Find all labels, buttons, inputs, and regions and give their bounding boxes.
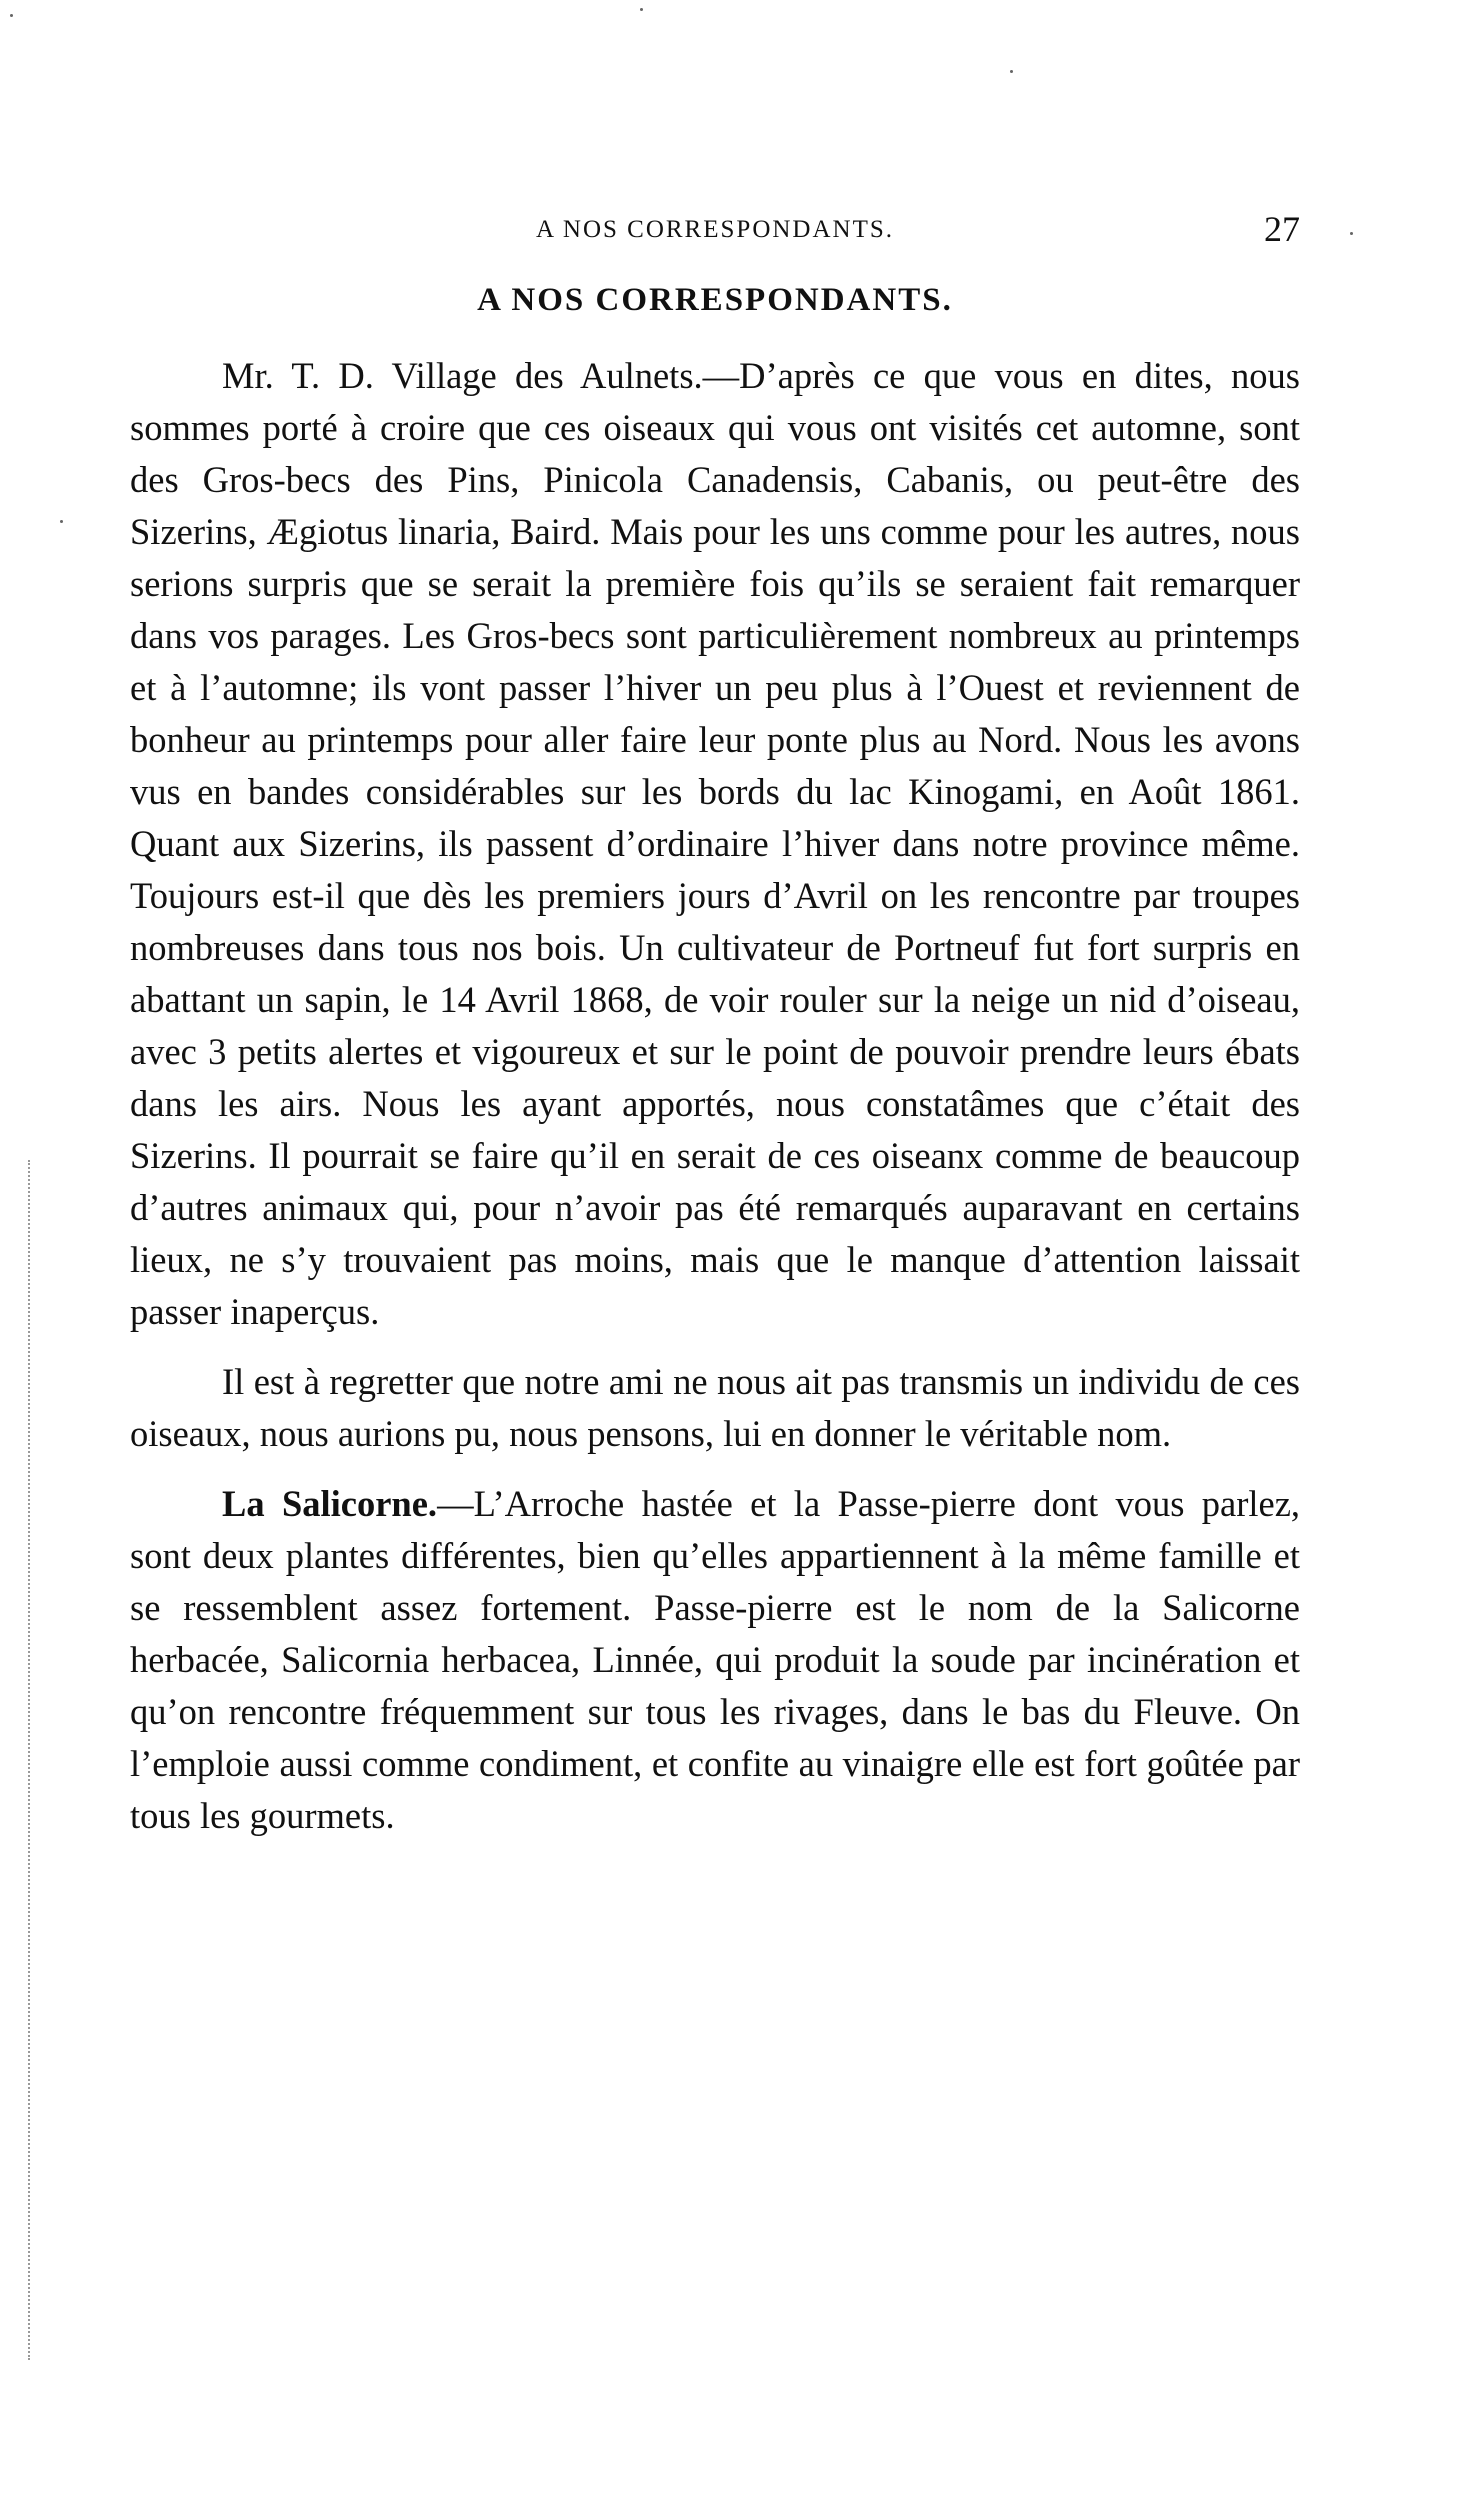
print-speck xyxy=(640,8,643,11)
print-speck xyxy=(1010,70,1013,73)
page-number: 27 xyxy=(1264,209,1300,249)
body-text xyxy=(130,350,1300,1860)
paragraph-regret: Il est à regretter que notre ami ne nous ait pas transmis un individu de ces oiseaux, nous aurions pu, nous pensons, lui en donner le véritable nom. xyxy=(130,1361,1300,1454)
running-head xyxy=(130,208,1300,258)
print-speck xyxy=(10,14,13,17)
print-speck xyxy=(1350,232,1353,235)
paragraph-correspondent-reply: Mr. T. D. Village des Aulnets.—D’après ce que vous en dites, nous sommes porté à croire que ces oiseaux qui vous ont visités cet automne, sont des Gros-becs des Pins, Pinicola Canadensis, Cabanis, ou peut-être des Sizerins, Ægiotus linaria, Baird. Mais pour les uns comme pour les autres, nous serions surpris que se serait la première fois qu’ils se seraient fait remarquer dans vos parages. Les Gros-becs sont particulièrement nombreux au printemps et à l’automne; ils vont passer l’hiver un peu plus à l’Ouest et reviennent de bonheur au printemps pour aller faire leur ponte plus au Nord. Nous les avons vus en bandes considérables sur les bords du lac Kinogami, en Août 1861. Quant aux Sizerins, ils passent d’ordinaire l’hiver dans notre province même. Toujours est-il que dès les premiers jours d’Avril on les rencontre par troupes nombreuses dans tous nos bois. Un cultivateur de Portneuf fut fort surpris en abattant un sapin, le 14 Avril 1868, de voir rouler sur la neige un nid d’oiseau, avec 3 petits alertes et vigoureux et sur le point de pouvoir prendre leurs ébats dans les airs. Nous les ayant apportés, nous constatâmes que c’était des Sizerins. Il pourrait se faire qu’il en serait de ces oiseanx comme de beaucoup d’autres animaux qui, pour n’avoir pas été remarqués auparavant en certains lieux, ne s’y trouvaient pas moins, mais que le manque d’attention laissait passer inaperçus. xyxy=(130,355,1300,1332)
section-title: A NOS CORRESPONDANTS. xyxy=(477,282,953,318)
print-speck xyxy=(60,520,63,523)
running-title: A NOS CORRESPONDANTS. xyxy=(535,216,895,243)
salicorne-heading: La Salicorne. xyxy=(222,1483,438,1524)
paragraph-salicorne xyxy=(130,1478,1300,1842)
salicorne-text: —L’Arroche hastée et la Passe-pierre dont vous parlez, sont deux plantes différentes, bien qu’elles appartiennent à la même famille et se ressemblent assez fortement. Passe-pierre est le nom de la Salicorne herbacée, Salicornia herbacea, Linnée, qui produit la soude par incinération et qu’on rencontre fréquemment sur tous les rivages, dans le bas du Fleuve. On l’emploie aussi comme condiment, et confite au vinaigre elle est fort goûtée par tous les gourmets. xyxy=(130,1483,1301,1836)
margin-dotted-mark xyxy=(28,1160,40,2360)
